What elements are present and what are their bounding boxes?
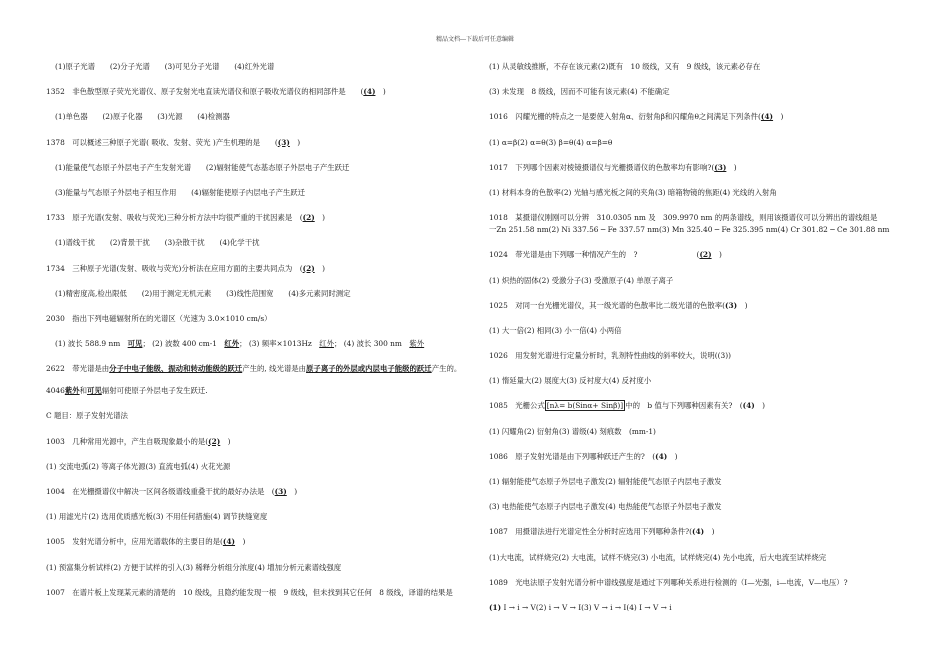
question-1733: 1733 原子光谱(发射、吸收与荧光)三种分析方法中均很严重的干扰因素是 ((2) ) (46, 213, 326, 223)
question-2030-items: (1) 波长 588.9 nm 可见； (2) 波数 400 cm-1 红外； (3) 频率×1013Hz 红外； (4) 波长 300 nm 紫外 (55, 339, 425, 349)
options-line: (1) 材料本身的色散率(2) 光轴与感光板之间的夹角(3) 暗箱物镜的焦距(4) 光线的入射角 (489, 187, 777, 197)
question-1089: 1089 光电法原子发射光谱分析中谱线强度是通过下列哪种关系进行检测的（I—光强，i—电流，V—电压）? (489, 577, 848, 587)
options-line: (1) 从灵敏线推断，不存在该元素(2)既有 10 级线，又有 9 级线，该元素必存在 (489, 62, 761, 71)
options-line: (1) 大一倍(2) 相同(3) 小一倍(4) 小两倍 (489, 325, 622, 335)
answer: (2) (699, 250, 712, 260)
formula-box: [nλ= b(Sinα+ Sinβ)] (546, 401, 624, 411)
answer: (3) (274, 487, 287, 496)
question-1378: 1378 可以概述三种原子光谱( 吸收、发射、荧光 )产生机理的是 ((3) ) (46, 137, 301, 147)
answer: 紫外 (409, 339, 425, 349)
question-1087: 1087 用摄谱法进行光谱定性全分析时应选用下列哪种条件?((4) ) (489, 527, 715, 537)
options-line: (1) 辐射能使气态原子外层电子激发(2) 辐射能使气态原子内层电子激发 (489, 477, 722, 486)
answer: (1) (489, 602, 502, 612)
question-1086: 1086 原子发射光谱是由下列哪种跃迁产生的? ((4) ) (489, 451, 678, 461)
options-line: (1) 闪耀角(2) 衍射角(3) 谱级(4) 刻痕数 (mm-1) (489, 426, 656, 436)
question-1018: 1018 某摄谱仪刚刚可以分辨 310.0305 nm 及 309.9970 nm 的两条谱线，则用该摄谱仪可以分辨出的谱线组是 (489, 213, 878, 223)
right-column (489, 62, 909, 628)
left-column (46, 62, 466, 610)
answer: 红外 (319, 339, 335, 349)
question-2030: 2030 指出下列电磁辐射所在的光谱区（光速为 3.0×1010 cm/s） (46, 313, 272, 323)
options-line: (1) 炽热的固体(2) 受激分子(3) 受激原子(4) 单原子离子 (489, 275, 674, 285)
answer: 可见 (127, 339, 143, 349)
question-1017: 1017 下列哪个因素对棱镜摄谱仪与光栅摄谱仪的色散率均有影响?((3) ) (489, 162, 737, 172)
options-line: (3) 未发现 8 级线，因而不可能有该元素(4) 不能确定 (489, 87, 670, 97)
options-line: (1)单色器 (2)原子化器 (3)光源 (4)检测器 (55, 112, 230, 122)
options-line: (1) 用滤光片(2) 选用优质感光板(3) 不用任何措施(4) 调节狭缝宽度 (46, 512, 268, 522)
question-1025: 1025 对同一台光栅光谱仪，其一级光谱的色散率比二级光谱的色散率((3) ) (489, 300, 748, 310)
options-line: (1) 交流电弧(2) 等离子体光源(3) 直流电弧(4) 火花光源 (46, 461, 231, 471)
page-header: 精品文档---下载后可任意编辑 (435, 36, 515, 43)
answer: 原子离子的外层或内层电子能级的跃迁 (306, 364, 432, 374)
question-4046: 4046紫外和可见辐射可使原子外层电子发生跃迁. (46, 386, 208, 396)
options-line: (1) 惰延量大(2) 展度大(3) 反衬度大(4) 反衬度小 (489, 376, 652, 386)
question-1024: 1024 带光谱是由下列哪一种情况产生的 ? ((2) ) (489, 250, 722, 260)
options-line: (1)能量使气态原子外层电子产生发射光谱 (2)辐射能使气态基态原子外层电子产生跃迁 (55, 162, 350, 172)
answer: 红外 (224, 339, 240, 349)
options-line: 一Zn 251.58 nm(2) Ni 337.56 ─ Fe 337.57 nm(3) Mn 325.40 ─ Fe 325.395 nm(4) Cr 301.82 ─ Ce 301.88 nm (489, 225, 890, 235)
answer: (2) (208, 436, 221, 446)
answer: (4) (742, 401, 755, 411)
options-line: (3)能量与气态原子外层电子相互作用 (4)辐射能使原子内层电子产生跃迁 (55, 187, 306, 197)
question-2622: 2622 带光谱是由分子中电子能级、振动和转动能级的跃迁产生的, 线光谱是由原子离子的外层或内层电子能级的跃迁产生的。 (46, 364, 462, 374)
options-line: (1) α=β(2) α=θ(3) β=θ(4) α=β=θ (489, 137, 613, 147)
question-1352: 1352 非色散型原子荧光光谱仪、原子发射光电直读光谱仪和原子吸收光谱仪的相同部件是 ((4) ) (46, 87, 386, 97)
answer: (2) (302, 263, 315, 273)
options-line: (1) 预富集分析试样(2) 方便于试样的引入(3) 稀释分析组分浓度(4) 增加分析元素谱线强度 (46, 562, 342, 572)
answer: (4) (760, 112, 774, 122)
options-line: (1) I → i → V(2) i → V → I(3) V → i → I(4) I → V → i (489, 602, 672, 612)
question-1085: 1085 光栅公式 [nλ= b(Sinα+ Sinβ)] 中的 b 值与下列哪种因素有关? ((4) ) (489, 401, 766, 411)
options-line: (1)精密度高,检出限低 (2)用于测定无机元素 (3)线性范围宽 (4)多元素同时测定 (55, 288, 351, 298)
question-1734: 1734 三种原子光谱(发射、吸收与荧光)分析法在应用方面的主要共同点为 ((2) ) (46, 263, 326, 273)
options-line: (3) 电热能使气态原子内层电子激发(4) 电热能使气态原子外层电子激发 (489, 502, 722, 512)
question-1003: 1003 几种常用光源中，产生自吸现象最小的是((2) ) (46, 436, 231, 446)
options-line: (1)大电流，试样烧完(2) 大电流，试样不烧完(3) 小电流，试样烧完(4) 先小电流，后大电流至试样烧完 (489, 552, 827, 562)
question-1004: 1004 在光栅摄谱仪中解决一区间各级谱线重叠干扰的最好办法是 ((3) ) (46, 487, 298, 496)
answer: (3) (725, 300, 738, 310)
question-1007: 1007 在谱片板上发现某元素的清楚的 10 级线，且隐约能发现一根 9 级线，但未找到其它任何 8 级线，译谱的结果是 (46, 587, 453, 597)
answer: (4) (222, 537, 236, 547)
section-title: C 题目：原子发射光谱法 (46, 411, 128, 421)
options-line: (1)原子光谱 (2)分子光谱 (3)可见分子光谱 (4)红外光谱 (55, 62, 275, 71)
answer: (2) (302, 213, 315, 223)
answer: (4) (692, 527, 705, 537)
answer: 紫外 (64, 386, 80, 396)
options-line: (1)谱线干扰 (2)背景干扰 (3)杂散干扰 (4)化学干扰 (55, 238, 260, 248)
answer: 可见 (87, 386, 102, 396)
answer: (4) (655, 451, 668, 461)
question-1005: 1005 发射光谱分析中，应用光谱载体的主要目的是((4) ) (46, 537, 246, 547)
answer: (3) (277, 137, 290, 147)
answer: (4) (363, 87, 376, 97)
question-1026: 1026 用发射光谱进行定量分析时，乳剂特性曲线的斜率较大，说明((3)) (489, 351, 731, 361)
answer: (3) (714, 162, 727, 172)
question-1016: 1016 闪耀光栅的特点之一是要使入射角α、衍射角β和闪耀角θ之间满足下列条件((4) ) (489, 112, 784, 122)
answer: 分子中电子能级、振动和转动能级的跃迁 (109, 364, 243, 374)
